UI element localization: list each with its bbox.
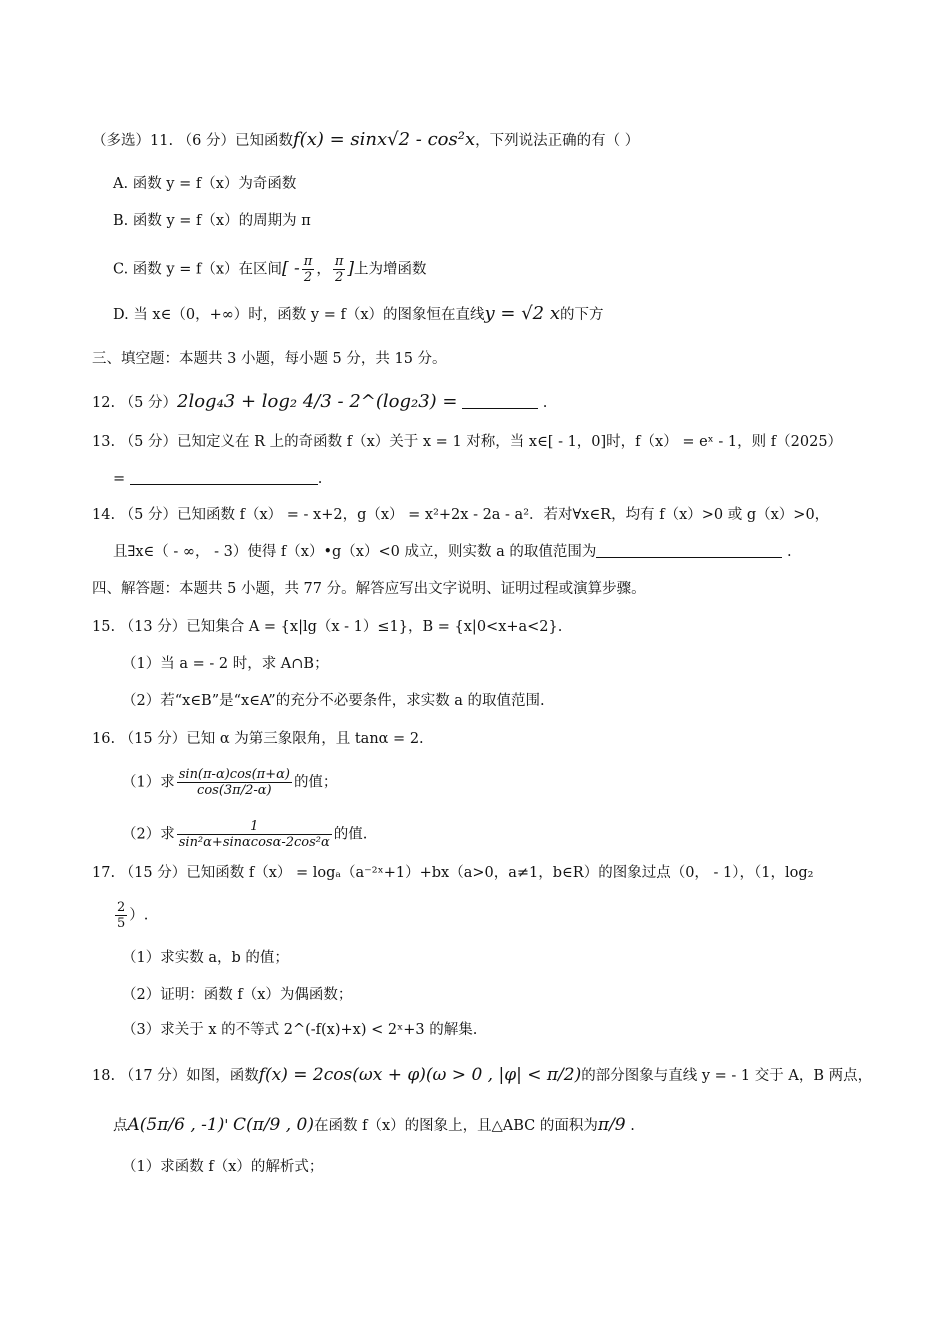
q12-formula: 2log₄3 + log₂ 4/3 - 2^(log₂3) = (177, 391, 458, 412)
q18-point-label: 点 (113, 1118, 128, 1134)
q12 (92, 392, 547, 413)
q16-part1-suffix: 的值； (293, 774, 338, 791)
section-4-heading: 四、解答题：本题共 5 小题，共 77 分。解答应写出文字说明、证明过程或演算步骤。 (92, 581, 646, 597)
q12-suffix: . (542, 395, 548, 411)
q18-line1 (92, 1065, 872, 1086)
q18-point-c: C(π/9 , 0) (232, 1115, 314, 1135)
q13-equals: = (113, 471, 126, 487)
q11-option-d-formula: y = √2 x (484, 303, 561, 324)
q11-formula: f(x) = sinx√2 - cos²x (293, 129, 476, 150)
q13-suffix: . (317, 471, 323, 487)
q11-option-c-suffix: 上为增函数 (354, 261, 427, 278)
q18-line1-suffix: 的部分图象与直线 y = - 1 交于 A，B 两点， (581, 1068, 873, 1084)
q14-line2 (113, 542, 792, 562)
interval-comma: ， (316, 261, 331, 278)
q18-formula: f(x) = 2cos(ωx + φ)(ω > 0 , |φ| < π/2) (258, 1065, 582, 1085)
q17-line2-suffix: ）. (129, 907, 149, 924)
q11-option-b: B. 函数 y = f（x）的周期为 π (113, 213, 311, 229)
q18-line2-text: 在函数 f（x）的图象上，且△ABC 的面积为 (313, 1118, 598, 1134)
q16-part2-label: （2）求 (122, 826, 175, 843)
section-3-heading: 三、填空题：本题共 3 小题，每小题 5 分，共 15 分。 (92, 351, 447, 367)
q14-line1: 14. （5 分）已知函数 f（x） = - x+2，g（x） = x²+2x - 2a - a²．若对∀x∈R，均有 f（x）>0 或 g（x）>0， (92, 507, 830, 523)
q16-part2 (122, 819, 367, 850)
q11-option-c (113, 254, 427, 285)
q14-suffix: . (786, 544, 792, 560)
q16-part2-suffix: 的值. (333, 826, 368, 843)
q17-part1: （1）求实数 a，b 的值； (122, 950, 289, 966)
q11-suffix: ，下列说法正确的有（ ） (475, 133, 640, 149)
q11-option-a: A. 函数 y = f（x）为奇函数 (113, 176, 297, 192)
q18-point-a: A(5π/6 , -1) (127, 1115, 225, 1135)
interval-right: ] (347, 258, 355, 279)
q18-part1: （1）求函数 f（x）的解析式； (122, 1159, 324, 1175)
answer-blank[interactable] (596, 543, 782, 558)
q17-fraction: $\frac{2}{5}$ (117, 900, 126, 931)
q12-prefix: 12. （5 分） (92, 395, 178, 411)
q11-option-d-text: D. 当 x∈（0，+∞）时，函数 y = f（x）的图象恒在直线 (113, 307, 485, 323)
q11-option-d-suffix: 的下方 (560, 307, 604, 323)
q17-line2 (113, 900, 148, 931)
q13-line2 (113, 469, 322, 489)
fraction-pi-over-2: $\frac{\pi}{2}$ (334, 254, 344, 285)
q11-option-c-text: C. 函数 y = f（x）在区间 (113, 261, 283, 278)
interval-left: [ - (282, 258, 300, 279)
q16-part1 (122, 767, 337, 798)
q14-text: 且∃x∈（ - ∞， - 3）使得 f（x）•g（x）<0 成立，则实数 a 的取值范围为 (113, 544, 597, 560)
fraction-pi-over-2: $\frac{\pi}{2}$ (303, 254, 313, 285)
q18-line2: 点A(5π/6 , -1)' C(π/9 , 0)在函数 f（x）的图象上，且△ABC 的面积为π/9 . (113, 1115, 635, 1135)
q15-stem: 15. （13 分）已知集合 A = {x|lg（x - 1）≤1}，B = {x|0<x+a<2}. (92, 619, 563, 635)
q18-prefix: 18. （17 分）如图，函数 (92, 1068, 259, 1084)
q13-line1: 13. （5 分）已知定义在 R 上的奇函数 f（x）关于 x = 1 对称，当 x∈[ - 1，0]时，f（x） = eˣ - 1，则 f（2025） (92, 434, 843, 450)
q15-part2: （2）若“x∈B”是“x∈A”的充分不必要条件，求实数 a 的取值范围. (122, 693, 545, 709)
q17-line1: 17. （15 分）已知函数 f（x） = logₐ（a⁻²ˣ+1）+bx（a>0，a≠1，b∈R）的图象过点（0， - 1），（1，log₂ (92, 865, 814, 881)
q11-stem (92, 130, 639, 151)
q17-part3: （3）求关于 x 的不等式 2^(-f(x)+x) < 2ˣ+3 的解集. (122, 1022, 478, 1038)
q18-line2-suffix: . (630, 1118, 635, 1134)
q16-stem: 16. （15 分）已知 α 为第三象限角，且 tanα = 2. (92, 731, 424, 747)
q15-part1: （1）当 a = - 2 时，求 A∩B； (122, 656, 329, 672)
q16-part1-label: （1）求 (122, 774, 175, 791)
q11-prefix: （多选）11. （6 分）已知函数 (92, 133, 294, 149)
q16-part1-fraction: $\frac{\sin(\pi-\alpha)\cos(\pi+\alpha)}{\cos(3\pi/2-\alpha)}$ (178, 767, 290, 798)
answer-blank[interactable] (130, 470, 318, 485)
q18-area: π/9 (597, 1115, 626, 1135)
q16-part2-fraction: $\frac{1}{\text{sin²α+sinαcosα-2cos²α}}$ (178, 819, 330, 850)
q11-option-d (113, 304, 604, 325)
answer-blank[interactable] (462, 394, 538, 409)
q17-part2: （2）证明：函数 f（x）为偶函数； (122, 987, 353, 1003)
